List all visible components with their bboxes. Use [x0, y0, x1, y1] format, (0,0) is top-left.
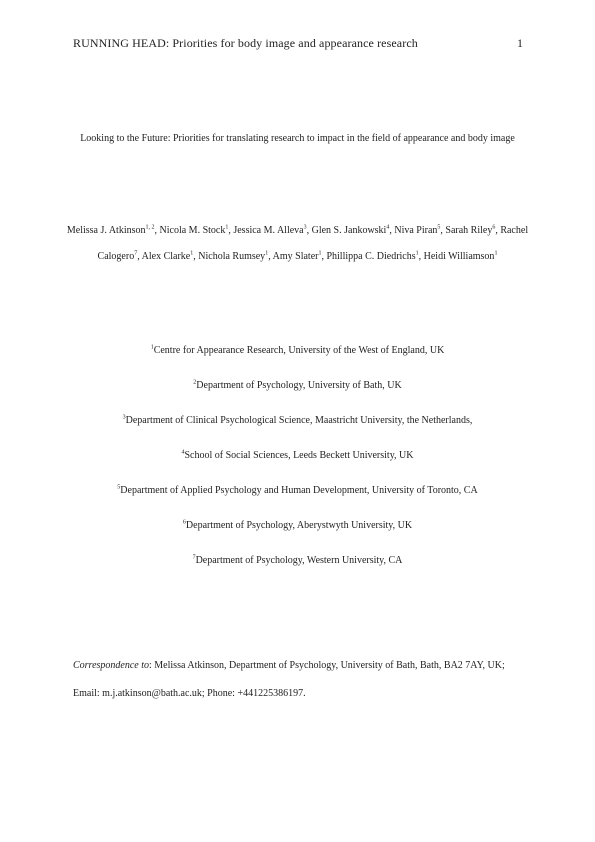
affiliation-text: Department of Clinical Psychological Science, Maastricht University, the Netherlands, [125, 415, 473, 426]
affiliation-item [60, 481, 535, 516]
author-name: Glen S. Jankowski [311, 225, 387, 236]
author-affiliation-marker: 1 [415, 250, 419, 257]
author-name: Amy Slater [272, 251, 319, 262]
author-name: Rachel Calogero [97, 225, 529, 262]
affiliation-item [60, 411, 535, 446]
author-affiliation-marker: 1 [225, 224, 229, 231]
affiliation-marker: 3 [122, 414, 126, 421]
affiliation-text: School of Social Sciences, Leeds Beckett University, UK [184, 450, 414, 461]
author-name: Heidi Williamson [423, 251, 495, 262]
author-name: Alex Clarke [141, 251, 191, 262]
author-name: Nichola Rumsey [198, 251, 266, 262]
affiliation-item [60, 446, 535, 481]
affiliation-marker: 1 [150, 344, 154, 351]
author-affiliation-marker: 1, 2 [145, 224, 155, 231]
author-affiliation-marker: 7 [134, 250, 138, 257]
affiliation-text: Department of Psychology, Western University, CA [195, 555, 403, 566]
author-affiliation-marker: 1 [494, 250, 498, 257]
affiliation-text: Department of Psychology, University of Bath, UK [196, 380, 402, 391]
author-name: Phillippa C. Diedrichs [326, 251, 416, 262]
author-affiliation-marker: 1 [190, 250, 194, 257]
correspondence-label: Correspondence to [73, 660, 150, 671]
author-name: Melissa J. Atkinson [66, 225, 146, 236]
correspondence-note [73, 652, 528, 708]
author-list: Melissa J. Atkinson$^{1, 2}$, Nicola M. Stock$^1$, Jessica M. Alleva$^3$, Glen S. Jankowski$^4$, Niva Piran$^5$, Sarah Riley$^6$, Rachel Calogero$^7$, Alex Clarke$^1$, Nichola Rumsey$^1$, Amy Slater$^1$, Phillippa C. Diedrichs$^1$, Heidi Williamson$^1$ [66, 224, 529, 262]
author-affiliation-marker: 3 [303, 224, 307, 231]
page-number: 1 [517, 36, 523, 50]
affiliation-item [60, 376, 535, 411]
author-affiliation-marker: 4 [386, 224, 390, 231]
affiliation-marker: 4 [181, 449, 185, 456]
author-name: Niva Piran [394, 225, 438, 236]
affiliation-marker: 5 [117, 484, 121, 491]
affiliation-item [60, 516, 535, 551]
affiliation-text: Department of Applied Psychology and Human Development, University of Toronto, CA [120, 485, 478, 496]
running-head: RUNNING HEAD: Priorities for body image and appearance research [73, 36, 418, 50]
author-affiliation-marker: 5 [437, 224, 441, 231]
affiliation-marker: 2 [193, 379, 197, 386]
affiliation-text: Department of Psychology, Aberystwyth University, UK [185, 520, 413, 531]
correspondence-text: : Melissa Atkinson, Department of Psychology, University of Bath, Bath, BA2 7AY, UK; Email: m.j.atkinson@bath.ac.uk; Phone: +441225386197. [73, 660, 505, 699]
author-name: Sarah Riley [445, 225, 493, 236]
author-affiliation-marker: 1 [318, 250, 322, 257]
author-affiliation-marker: 6 [492, 224, 496, 231]
affiliation-item [60, 551, 535, 586]
affiliation-marker: 6 [182, 519, 186, 526]
affiliation-text: Centre for Appearance Research, University of the West of England, UK [153, 345, 445, 356]
author-name: Jessica M. Alleva [233, 225, 304, 236]
paper-title: Looking to the Future: Priorities for translating research to impact in the field of appearance and body image [80, 133, 515, 144]
author-name: Nicola M. Stock [159, 225, 226, 236]
affiliation-list [60, 341, 535, 586]
author-affiliation-marker: 1 [265, 250, 269, 257]
affiliation-marker: 7 [192, 554, 196, 561]
affiliation-item [60, 341, 535, 376]
